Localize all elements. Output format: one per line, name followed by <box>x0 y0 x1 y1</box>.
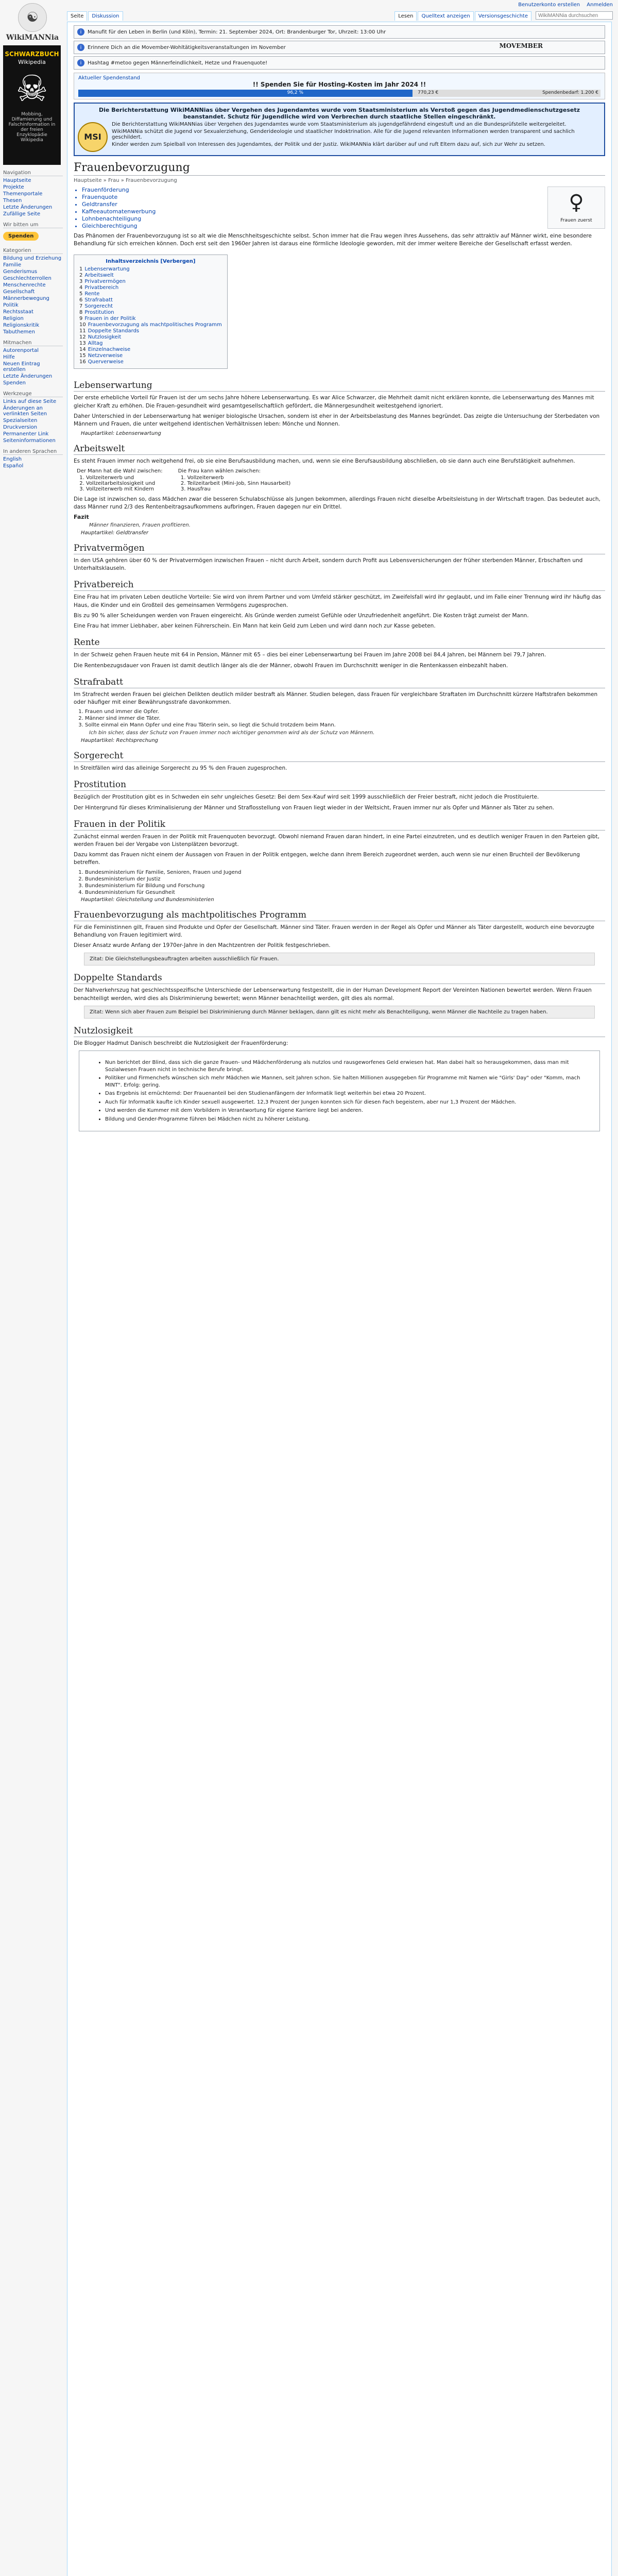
tab-page[interactable]: Seite <box>67 11 87 21</box>
toc-number: 7 <box>79 303 83 310</box>
toc-link[interactable]: Nutzlosigkeit <box>88 334 122 341</box>
sidebar-item[interactable]: Änderungen an verlinkten Seiten <box>3 405 47 417</box>
section-heading: Privatvermögen <box>74 543 605 554</box>
section-heading: Arbeitswelt <box>74 444 605 455</box>
search-input[interactable] <box>536 11 613 20</box>
toc-number: 11 <box>79 328 86 334</box>
choice-columns <box>77 468 605 493</box>
column-heading: Der Mann hat die Wahl zwischen: <box>77 468 163 474</box>
sidebar-item[interactable]: Familie <box>3 262 22 268</box>
toc-link[interactable]: Doppelte Standards <box>88 328 140 334</box>
sidebar-heading: Navigation <box>3 170 63 176</box>
list-item: • Politiker und Firmenchefs wünschen sich mehr Mädchen wie Mannen, seit Jahren schon. Sie halten Millionen ausgegeben für Programme mit Namen wie "Girls' Day" oder "Komm, mach MINT". Erfolg: gering. <box>105 1075 594 1089</box>
choice-list <box>77 475 163 492</box>
sidebar-participate <box>3 340 63 386</box>
list-item: 1. Vollzeiterwerb <box>187 475 291 481</box>
sidebar-heading: Wir bitten um <box>3 222 63 228</box>
women-choices <box>178 468 291 493</box>
fund-goal: Spendenbedarf: 1.200 € <box>542 90 598 95</box>
toc-toggle[interactable]: Verbergen <box>163 259 193 265</box>
toc-link[interactable]: Privatbereich <box>84 285 119 291</box>
ad-caption: Mobbing, Diffamierung und Falschinformation in der freien Enzyklopädie Wikipedia <box>8 112 56 143</box>
notice-text[interactable]: Hashtag #metoo gegen Männerfeindlichkeit, Hetze und Frauenquote! <box>88 60 268 66</box>
list-item: 2. Vollzeitarbeitslosigkeit und <box>86 481 163 486</box>
sidebar-languages <box>3 449 63 469</box>
toc-number: 5 <box>79 291 83 297</box>
fund-title: !! Spenden Sie für Hosting-Kosten im Jahr 2024 !! <box>252 81 426 88</box>
toc-link[interactable]: Lebenserwartung <box>84 266 130 273</box>
paragraph: Zunächst einmal werden Frauen in der Politik mit Frauenquoten bevorzugt. Obwohl niemand Frauen daran hindert, in eine Partei einzutreten, und es deutlich weniger Frauen in den Parteien gibt, werden Frauen bei der Vergabe von Listenplätzen bevorzugt. <box>74 833 599 848</box>
toc-number: 16 <box>79 359 86 365</box>
criticism-box <box>79 1050 600 1131</box>
sidebar-categories <box>3 248 63 335</box>
box-paragraph: Die Berichterstattung WikiMANNias über Vergehen des Jugendamtes wurde vom Staatsministerium als jugendgefährdend eingestuft und an die Bundesprüfstelle weitergeleitet. <box>112 122 566 127</box>
list-item: 2. Bundesministerium der Justiz <box>85 876 605 882</box>
section-heading: Strafrabatt <box>74 677 605 688</box>
list-item[interactable]: • Frauenförderung <box>82 187 605 193</box>
toc-number: 13 <box>79 341 86 347</box>
info-icon: i <box>77 59 84 66</box>
section-heading: Frauen in der Politik <box>74 819 605 831</box>
list-item: 3. Bundesministerium für Bildung und Forschung <box>85 883 605 889</box>
thumbnail-caption: Frauen zuerst <box>560 218 592 223</box>
list-item: 3. Vollzeiterwerb mit Kindern <box>86 486 163 492</box>
toc-number: 8 <box>79 310 83 316</box>
toc-number: 9 <box>79 316 83 322</box>
sidebar-tools <box>3 391 63 444</box>
toc-item[interactable] <box>79 359 222 365</box>
fund-label[interactable]: Aktueller Spendenstand <box>78 75 141 81</box>
intro-paragraph: Das Phänomen der Frauenbevorzugung ist so alt wie die Menschheitsgeschichte selbst. Schon immer hat die Frau wegen ihres Aussehens, das sehr attraktiv auf Männer wirkt, eine besondere Behandlung für sich erreichen können. Doch erst seit den 1960er Jahren ist daraus eine förmliche Ideologie geworden, mit der immer weitere Bereiche der Gesellschaft erfasst werden. <box>74 233 592 247</box>
paragraph: In den USA gehören über 60 % der Privatvermögen inzwischen Frauen – nicht durch Arbeit, sondern durch Profit aus Lebensversicherungen der früher sterbenden Männer, Erbschaften und Unterhaltsklauseln. <box>74 557 583 572</box>
ad-subtitle: Wikipedia <box>18 59 46 65</box>
list-item: 1. Bundesministerium für Familie, Senioren, Frauen und Jugend <box>85 870 605 875</box>
toc-number: 1 <box>79 266 83 273</box>
toc-item[interactable] <box>79 291 222 297</box>
sidebar-item[interactable]: Spezialseiten <box>3 418 38 423</box>
paragraph: Für die Feministinnen gilt, Frauen sind Produkte und Opfer der Gesellschaft. Männer sind Täter. Frauen werden in der Regel als Opfer und Männer als Täter dargestellt, wodurch eine bevorzugte Behandlung von Frauen legitimiert wird. <box>74 924 594 938</box>
fundraising-box <box>74 73 605 99</box>
movember-logo: MOVEMBER <box>499 42 543 49</box>
create-account-link[interactable]: Benutzerkonto erstellen <box>518 2 580 8</box>
toc-link[interactable]: Einzelnachweise <box>88 347 131 353</box>
fazit-heading: Fazit <box>74 513 89 520</box>
box-paragraph: WikiMANNia schützt die Jugend vor Sexualerziehung, Genderideologie und staatlicher Indoktrination. Alle für die Jugend relevanten Informationen werden transparent und sachlich geschildert. <box>112 129 575 140</box>
toc-title: Inhaltsverzeichnis [Verbergen] <box>106 259 196 265</box>
msi-badge-icon: MSI <box>78 122 108 152</box>
list-item: 3. Sollte einmal ein Mann Opfer und eine Frau Täterin sein, so liegt die Schuld trotzdem beim Mann. <box>85 722 605 728</box>
top-bar <box>0 0 618 11</box>
list-item[interactable]: • Lohnbenachteiligung <box>82 215 605 222</box>
toc-item[interactable] <box>79 297 222 303</box>
toc-number: 4 <box>79 285 83 291</box>
paragraph: In der Schweiz gehen Frauen heute mit 64 in Pension, Männer mit 65 – dies bei einer Lebenserwartung bei Frauen im Jahre 2008 bei 84,4 Jahren, bei Männern bei 79,7 Jahren. <box>74 652 546 658</box>
section-heading: Sorgerecht <box>74 751 605 762</box>
sidebar-item[interactable]: Seiteninformationen <box>3 438 56 444</box>
sidebar <box>3 45 63 470</box>
toc-item[interactable] <box>79 328 222 334</box>
toc-item[interactable] <box>79 353 222 359</box>
sidebar-item[interactable]: Autorenportal <box>3 348 39 353</box>
toc-item[interactable] <box>79 322 222 328</box>
paragraph: Die Blogger Hadmut Danisch beschreibt die Nutzlosigkeit der Frauenförderung: <box>74 1040 288 1046</box>
column-heading: Die Frau kann wählen zwischen: <box>178 468 261 474</box>
logo-emblem-icon: ☯ <box>18 3 47 32</box>
fund-amount: 770,23 € <box>418 90 439 95</box>
main-content <box>67 22 612 2576</box>
list-item: • Nun berichtet der Blind, dass sich die ganze Frauen- und Mädchenförderung als nutzlos und rausgeworfenes Geld erwiesen hat. Man dabei halt so herausgekommen, dass man mit Sozialwesen Frauen nicht in technische Berufe bringt. <box>105 1059 594 1073</box>
list-item: 4. Bundesministerium für Gesundheit <box>85 890 605 895</box>
sidebar-item[interactable]: Hilfe <box>3 354 15 360</box>
toc-link[interactable]: Rente <box>84 291 100 297</box>
numbered-list <box>74 709 605 728</box>
sidebar-item[interactable]: Gesellschaft <box>3 289 35 295</box>
see-also-list <box>74 187 605 229</box>
quote-box: Zitat: Die Gleichstellungsbeauftragten arbeiten ausschließlich für Frauen. <box>84 953 595 965</box>
paragraph: Bis zu 90 % aller Scheidungen werden von Frauen eingereicht. Als Gründe werden zumeist Gefühle oder Unzufriedenheit angeführt. Die Kosten trägt zumeist der Mann. <box>74 612 529 619</box>
sidebar-heading: Mitmachen <box>3 340 63 346</box>
toc-number: 10 <box>79 322 86 328</box>
section-heading: Prostitution <box>74 779 605 791</box>
info-icon: i <box>77 28 84 36</box>
toc-item[interactable] <box>79 303 222 309</box>
sidebar-item[interactable]: Religion <box>3 316 24 321</box>
sidebar-item[interactable]: Bildung und Erziehung <box>3 256 62 261</box>
list-item: • Und werden die Kummer mit dem Vorbildern in Verantwortung für eigene Karriere liegt bei anderen. <box>105 1107 594 1114</box>
choice-list <box>178 475 291 492</box>
main-article-link[interactable]: Hauptartikel: Rechtsprechung <box>81 738 158 744</box>
sidebar-item[interactable]: Spenden <box>3 380 26 386</box>
sidebar-item[interactable]: Letzte Änderungen <box>3 374 53 379</box>
list-item[interactable]: • Kaffeeautomatenwerbung <box>82 208 605 215</box>
list-item: 2. Männer sind immer die Täter. <box>85 716 605 721</box>
paragraph: Es steht Frauen immer noch weitgehend frei, ob sie eine Berufsausbildung machen, und, wenn sie eine Berufsausbildung abschließen, ob sie dann auch eine Berufstätigkeit aufnehmen. <box>74 458 575 465</box>
paragraph: Eine Frau hat immer Liebhaber, aber keinen Führerschein. Ein Mann hat kein Geld zum Leben und wird dann noch zur Kasse gebeten. <box>74 623 436 630</box>
table-of-contents <box>74 255 228 369</box>
list-item: 1. Vollzeiterwerb und <box>86 475 163 481</box>
fund-progress-bar <box>78 90 600 97</box>
sidebar-item[interactable]: Politik <box>3 302 19 308</box>
article-sections <box>74 380 605 1131</box>
sidebar-item[interactable]: Tabuthemen <box>3 329 35 335</box>
toc-link[interactable]: Strafrabatt <box>84 297 113 303</box>
men-choices <box>77 468 163 493</box>
section-heading: Nutzlosigkeit <box>74 1026 605 1037</box>
paragraph: Die Lage ist inzwischen so, dass Mädchen zwar die besseren Schulabschlüsse als Jungen bekommen, allerdings Frauen nicht dieselbe Arbeitsleistung in der Wirtschaft tragen. Das bedeutet auch, dass Männer rund 2/3 des Rentenbeitragsaufkommens aufbringen, Frauen dagegen nur ein Drittel. <box>74 496 600 510</box>
list-item: • Das Ergebnis ist ernüchternd: Der Frauenanteil bei den Studienanfängern der Informatik liegt weiterhin bei etwa 20 Prozent. <box>105 1090 594 1097</box>
list-item[interactable]: • Gleichberechtigung <box>82 223 605 229</box>
toc-list <box>79 266 222 365</box>
paragraph: Im Strafrecht werden Frauen bei gleichen Delikten deutlich milder bestraft als Männer. Studien belegen, dass Frauen für vergleichbare Straftaten im Durchschnitt kürzere Haftstrafen bekommen oder häufiger mit einer Bewährungsstrafe davonkommen. <box>74 691 598 705</box>
list-item: 3. Hausfrau <box>187 486 291 492</box>
sidebar-item[interactable]: Links auf diese Seite <box>3 399 57 404</box>
fund-progress-fill <box>78 90 413 97</box>
sidebar-item[interactable]: Zufällige Seite <box>3 211 41 217</box>
sidebar-item[interactable]: Themenportale <box>3 191 43 197</box>
list-item: • Bildung und Gender-Programme führen bei Mädchen nicht zu höherer Leistung. <box>105 1116 594 1123</box>
sidebar-heading: Kategorien <box>3 248 63 254</box>
sidebar-heading: Werkzeuge <box>3 391 63 397</box>
site-notice <box>74 41 605 54</box>
toc-number: 14 <box>79 347 86 353</box>
paragraph: Der Hintergrund für dieses Kriminalisierung der Männer und Straflosstellung von Frauen liegt wieder in der Weltsicht, Frauen immer nur als Opfer und Männer als Täter zu sehen. <box>74 804 555 811</box>
paragraph: Der Nahverkehrszug hat geschlechtsspezifische Unterschiede der Lebenserwartung festgestellt, die in der Human Development Report der Vereinten Nationen bewertet werden. Wenn Frauen benachteiligt werden, wird dies als Diskriminierung bewertet; wenn Männer benachteiligt werden, gilt dies als normal. <box>74 987 592 1002</box>
sidebar-item[interactable]: Religionskritik <box>3 323 40 328</box>
list-item: 2. Teilzeitarbeit (Mini-Job, Sinn Hausarbeit) <box>187 481 291 486</box>
list-item: • Auch für Informatik kaufte ich Kinder sexuell ausgewertet. 12,3 Prozent der Jungen konnten sich für diesen Fach begeistern, aber nur 1,3 Prozent der Mädchen. <box>105 1099 594 1106</box>
tab-discussion[interactable]: Diskussion <box>88 11 123 21</box>
list-item[interactable]: • Geldtransfer <box>82 201 605 208</box>
page-title: Frauenbevorzugung <box>74 161 605 176</box>
toc-item[interactable] <box>79 273 222 278</box>
criticism-list <box>84 1059 594 1123</box>
fund-percent: 96,2 % <box>287 90 304 95</box>
main-article-link[interactable]: Hauptartikel: Lebenserwartung <box>81 431 161 437</box>
sidebar-item[interactable]: Hauptseite <box>3 178 31 183</box>
toc-link[interactable]: Frauen in der Politik <box>84 316 136 322</box>
sidebar-item[interactable]: Männerbewegung <box>3 296 49 301</box>
skull-icon: ☠ <box>15 67 48 110</box>
toc-number: 15 <box>79 353 86 359</box>
paragraph: Eine Frau hat im privaten Leben deutliche Vorteile: Sie wird von ihrem Partner und vom Umfeld stärker geschützt, im Zweifelsfall wird ihr geglaubt, und im Falle einer Trennung wird ihr häufig das Haus, die Kinder und ein Großteil des gemeinsamen Vermögens zugesprochen. <box>74 594 602 608</box>
sidebar-donate <box>3 222 63 243</box>
section-heading: Doppelte Standards <box>74 973 605 984</box>
toc-link[interactable]: Frauenbevorzugung als machtpolitisches Programm <box>88 322 222 328</box>
sidebar-item[interactable]: English <box>3 456 22 462</box>
site-notice <box>74 25 605 39</box>
toc-link[interactable]: Prostitution <box>84 310 114 316</box>
site-logo[interactable] <box>4 3 61 42</box>
toc-number: 6 <box>79 297 83 303</box>
sidebar-item[interactable]: Permanenter Link <box>3 431 49 437</box>
page-tabs <box>67 11 613 22</box>
toc-number: 2 <box>79 273 83 279</box>
toc-item[interactable] <box>79 334 222 340</box>
section-heading: Privatbereich <box>74 580 605 591</box>
info-icon: i <box>77 44 84 51</box>
toc-number: 3 <box>79 279 83 285</box>
toc-item[interactable] <box>79 279 222 284</box>
fazit-text: Männer finanzieren, Frauen profitieren. <box>89 522 191 528</box>
breadcrumb[interactable]: Hauptseite » Frau » Frauenbevorzugung <box>74 178 177 183</box>
personal-tools <box>513 2 613 8</box>
section-heading: Rente <box>74 637 605 649</box>
toc-item[interactable] <box>79 316 222 321</box>
toc-item[interactable] <box>79 347 222 352</box>
sidebar-item[interactable]: Letzte Änderungen <box>3 205 53 210</box>
numbered-list <box>74 870 605 895</box>
paragraph: Dieser Ansatz wurde Anfang der 1970er-Jahre in den Machtzentren der Politik festgeschrieben. <box>74 942 331 949</box>
box-header: Die Berichterstattung WikiMANNias über Vergehen des Jugendamtes wurde vom Staatsministerium als Verstoß gegen das Jugendmedienschutzgesetz beanstandet. Schutz für Jugendliche wird von Verbrechen durch staatliche Stellen eingeschränkt. <box>99 107 580 120</box>
sidebar-item[interactable]: Español <box>3 463 24 469</box>
paragraph: Daher Unterschied in der Lebenserwartung hat weniger biologische Ursachen, sondern ist eher in der Arbeitsbelastung des Mannes begründet. Das zeigte die Untersuchung der Sterbedaten von Männern und Frauen, die unter weitgehend identischen Verhältnissen leben: Mönche und Nonnen. <box>74 413 600 428</box>
sidebar-item[interactable]: Neuen Eintrag erstellen <box>3 361 40 372</box>
toc-item[interactable] <box>79 266 222 272</box>
tab-read[interactable]: Lesen <box>394 11 417 21</box>
toc-item[interactable] <box>79 310 222 315</box>
sidebar-item[interactable]: Geschlechterrollen <box>3 276 52 281</box>
youth-protection-box <box>74 103 605 156</box>
sidebar-item[interactable]: Druckversion <box>3 425 38 430</box>
main-article-link[interactable]: Hauptartikel: Gleichstellung und Bundesministerien <box>81 896 214 903</box>
sidebar-item[interactable]: Genderismus <box>3 269 38 275</box>
main-article-link[interactable]: Hauptartikel: Geldtransfer <box>81 530 148 536</box>
sidebar-item[interactable]: Rechtsstaat <box>3 309 33 315</box>
schwarzbuch-ad[interactable] <box>3 45 61 165</box>
women-first-icon: ♀ <box>569 191 584 214</box>
toc-link[interactable]: Arbeitswelt <box>84 273 114 279</box>
logo-text: WikiMANNia <box>6 33 59 42</box>
sidebar-heading: In anderen Sprachen <box>3 449 63 455</box>
section-heading: Frauenbevorzugung als machtpolitisches Programm <box>74 910 605 921</box>
ad-title: SCHWARZBUCH <box>5 50 59 58</box>
toc-number: 12 <box>79 334 86 341</box>
paragraph: Der erste erhebliche Vorteil für Frauen ist der um sechs Jahre höhere Lebenserwartung. Es war Alice Schwarzer, die Mehrheit damit nicht erklären konnte, die Lebenserwartung des Mannes mit gleicher Kraft zu erhöhen. Die Frauen-gesundheit wird gesamtgesellschaftlich gefördert, die Männergesundheit weitestgehend ignoriert. <box>74 395 594 409</box>
toc-link[interactable]: Privatvermögen <box>84 279 126 285</box>
paragraph: Die Rentenbezugsdauer von Frauen ist damit deutlich länger als die der Männer, obwohl Frauen im Durchschnitt weniger in die Rentenkassen einbezahlt haben. <box>74 662 508 669</box>
sidebar-item[interactable]: Thesen <box>3 198 22 204</box>
quote-box: Zitat: Wenn sich aber Frauen zum Beispiel bei Diskriminierung durch Männer beklagen, dann gilt es nicht mehr als Benachteiligung, wenn Männer die Nachteile zu tragen haben. <box>84 1006 595 1019</box>
list-item[interactable]: • Frauenquote <box>82 194 605 200</box>
notice-text[interactable]: Erinnere Dich an die Movember-Wohltätigkeitsveranstaltungen im November <box>88 44 286 50</box>
toc-link[interactable]: Alltag <box>88 341 103 347</box>
section-heading: Lebenserwartung <box>74 380 605 392</box>
site-notice <box>74 56 605 70</box>
sidebar-navigation <box>3 170 63 217</box>
toc-link[interactable]: Sorgerecht <box>84 303 113 310</box>
quote: Ich bin sicher, dass der Schutz von Frauen immer noch wichtiger genommen wird als der Schutz von Männern. <box>89 730 375 736</box>
paragraph: Bezüglich der Prostitution gibt es in Schweden ein sehr ungleiches Gesetz: Bei dem Sex-Kauf wird seit 1999 ausschließlich der Freier bestraft, nicht jedoch die Prostituierte. <box>74 794 539 801</box>
tab-history[interactable]: Versionsgeschichte <box>475 11 531 21</box>
login-link[interactable]: Anmelden <box>587 2 613 8</box>
toc-item[interactable] <box>79 285 222 291</box>
toc-item[interactable] <box>79 341 222 346</box>
paragraph: In Streitfällen wird das alleinige Sorgerecht zu 95 % den Frauen zugesprochen. <box>74 765 287 772</box>
sidebar-item[interactable]: Menschenrechte <box>3 282 46 288</box>
article-thumbnail[interactable] <box>547 187 605 229</box>
toc-link[interactable]: Netzverweise <box>88 353 123 359</box>
box-paragraph: Kinder werden zum Spielball von Interessen des Jugendamtes, der Politik und der Justiz. WikiMANNia klärt darüber auf und ruft Eltern dazu auf, sich zur Wehr zu setzen. <box>112 142 545 147</box>
notice-text[interactable]: Manufit für den Leben in Berlin (und Köln), Termin: 21. September 2024, Ort: Brandenburger Tor, Uhrzeit: 13:00 Uhr <box>88 29 386 35</box>
sidebar-item[interactable]: Projekte <box>3 184 24 190</box>
paragraph: Dazu kommt das Frauen nicht einem der Aussagen von Frauen in der Politik entgegen, welche dann ihrem Bereich zugeordnet werden, auch wenn sie nur einen Bruchteil der Bevölkerung betreffen. <box>74 852 580 866</box>
toc-heading: Inhaltsverzeichnis <box>106 259 159 265</box>
list-item: 1. Frauen und immer die Opfer. <box>85 709 605 715</box>
toc-link[interactable]: Querverweise <box>88 359 124 365</box>
donate-button[interactable]: Spenden <box>3 232 39 241</box>
tab-view-source[interactable]: Quelltext anzeigen <box>418 11 473 21</box>
